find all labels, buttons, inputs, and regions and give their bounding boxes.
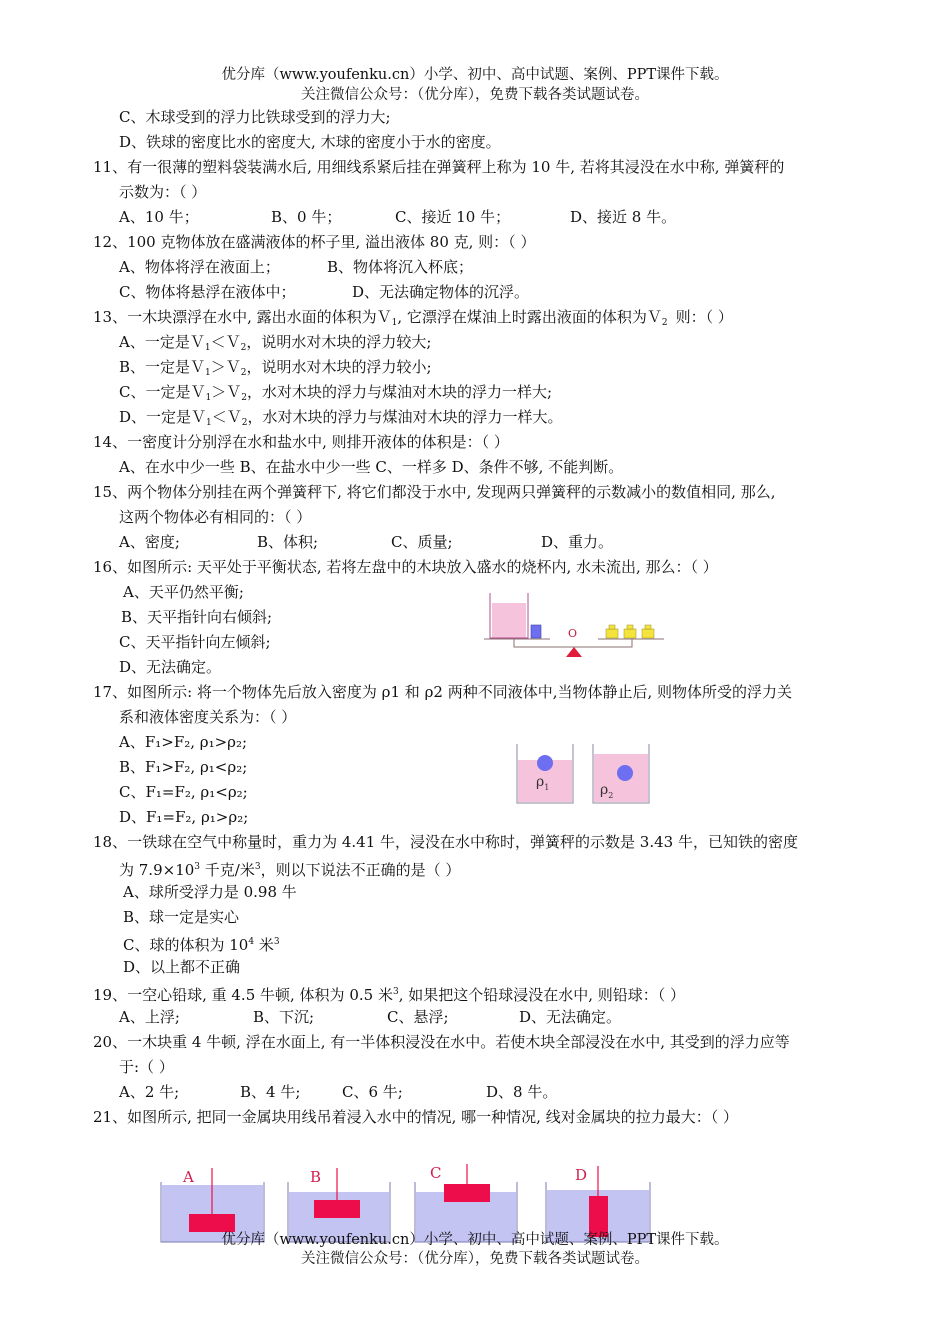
q13-b-sub1: 1 (205, 368, 211, 378)
q11-option-a: A、10 牛； (119, 208, 199, 226)
rho2-label: $\rho_2$ (600, 782, 614, 800)
q15-option-b: B、体积; (257, 533, 319, 551)
beam (514, 639, 632, 647)
q18-c-pre: C、球的体积为 10 (123, 936, 249, 954)
q18-stem2-exp2: 3 (254, 862, 261, 872)
q19-stem-exp: 3 (392, 987, 399, 997)
q13-c-pre: C、一定是Ｖ (119, 383, 206, 401)
q17-option-b: B、F₁>F₂, ρ₁<ρ₂; (119, 758, 248, 776)
q19-option-d: D、无法确定。 (519, 1008, 622, 1026)
q18-option-d: D、以上都不正确 (123, 958, 241, 976)
q13-b-rel: ＞Ｖ (210, 358, 241, 376)
q16-stem: 16、如图所示: 天平处于平衡状态, 若将左盘中的木块放入盛水的烧杯内, 水未流出, 那么：（ ） (93, 558, 718, 576)
q17-stem-cont: 系和液体密度关系为：（ ） (119, 708, 297, 726)
q13-d-sub2: 2 (241, 418, 248, 428)
q16-balance-figure (470, 585, 670, 665)
q19-stem-pre: 19、一空心铅球, 重 4.5 牛顿, 体积为 0.5 米 (93, 986, 393, 1004)
q20-option-d: D、8 牛。 (486, 1083, 558, 1101)
q12-option-b: B、物体将沉入杯底； (327, 258, 474, 276)
q18-c-exp: 4 (248, 937, 255, 947)
q13-c-sub2: 2 (241, 393, 247, 403)
q13-stem-a: 13、一木块漂浮在水中, 露出水面的体积为Ｖ (93, 308, 392, 326)
q16-option-b: B、天平指针向右倾斜; (121, 608, 273, 626)
q15-stem-cont: 这两个物体必有相同的：（ ） (119, 508, 312, 526)
weights (606, 625, 654, 638)
q12-option-d: D、无法确定物体的沉浮。 (352, 283, 530, 301)
q13-d-pre: D、一定是Ｖ (119, 408, 207, 426)
q20-option-c: C、6 牛; (342, 1083, 403, 1101)
q12-options-ab (119, 256, 473, 278)
q11-option-d: D、接近 8 牛。 (570, 208, 677, 226)
q20-stem: 20、一木块重 4 牛顿, 浮在水面上, 有一半体积浸没在水中。若使木块全部浸没在水中, 其受到的浮力应等 (93, 1033, 790, 1051)
q18-option-c (123, 931, 280, 956)
q14-stem: 14、一密度计分别浮在水和盐水中, 则排开液体的体积是：（ ） (93, 433, 509, 451)
container-a-label: A (183, 1168, 194, 1186)
container-b-label: B (310, 1168, 322, 1186)
q13-stem-b: , 它漂浮在煤油上时露出液面的体积为Ｖ (397, 308, 662, 326)
q17-stem: 17、如图所示: 将一个物体先后放入密度为 ρ1 和 ρ2 两种不同液体中,当物体静止后, 则物体所受的浮力关 (93, 683, 793, 701)
q13-b-pre: B、一定是Ｖ (119, 358, 206, 376)
fulcrum (566, 647, 582, 657)
page-header-line2: 关注微信公众号：（优分库），免费下载各类试题试卷。 (301, 87, 649, 103)
q13-b-post: ，说明水对木块的浮力较小; (246, 358, 432, 376)
q16-option-a: A、天平仍然平衡; (123, 583, 244, 601)
q13-a-sub1: 1 (204, 343, 211, 353)
container-c-label: C (430, 1164, 442, 1182)
q12-option-a: A、物体将浮在液面上； (119, 258, 280, 276)
q19-options (119, 1006, 621, 1028)
q16-option-d: D、无法确定。 (119, 658, 222, 676)
q17-option-d: D、F₁=F₂, ρ₁>ρ₂; (119, 808, 249, 826)
q18-stem2-post: ，则以下说法不正确的是（ ） (260, 861, 461, 879)
q13-d-post: ，水对木块的浮力与煤油对木块的浮力一样大。 (247, 408, 563, 426)
beaker-water (492, 603, 526, 638)
q13-option-a (119, 331, 431, 359)
q20-options (119, 1081, 557, 1103)
q13-stem-sub1: 1 (391, 318, 398, 328)
q15-option-a: A、密度; (119, 533, 180, 551)
q15-option-d: D、重力。 (541, 533, 614, 551)
q18-stem: 18、一铁球在空气中称量时，重力为 4.41 牛，浸没在水中称时，弹簧秤的示数是 3.43 牛，已知铁的密度 (93, 833, 798, 851)
q13-option-b (119, 356, 432, 384)
q11-stem-cont: 示数为：（ ） (119, 183, 207, 201)
q13-option-d (119, 406, 563, 434)
q13-c-sub1: 1 (205, 393, 212, 403)
q18-stem2-mid: 千克/米 (200, 861, 255, 879)
q11-option-c: C、接近 10 牛； (395, 208, 511, 226)
q19-option-a: A、上浮; (119, 1008, 180, 1026)
q18-option-a: A、球所受浮力是 0.98 牛 (123, 883, 297, 901)
q20-stem-cont: 于:（ ） (119, 1058, 174, 1076)
page-footer-line1: 优分库（www.youfenku.cn）小学、初中、高中试题、案例、PPT课件下载。 (221, 1232, 729, 1248)
q13-option-c (119, 381, 552, 409)
q15-option-c: C、质量; (391, 533, 453, 551)
q15-options (119, 531, 613, 553)
q13-d-sub1: 1 (206, 418, 212, 428)
q21-stem: 21、如图所示, 把同一金属块用线吊着浸入水中的情况, 哪一种情况, 线对金属块的拉力最大：（ ） (93, 1108, 738, 1126)
page-footer-line2: 关注微信公众号：（优分库），免费下载各类试题试卷。 (301, 1251, 649, 1267)
q12-option-c: C、物体将悬浮在液体中； (119, 283, 296, 301)
q13-stem-c: 则：（ ） (675, 308, 733, 326)
q13-stem (93, 306, 733, 334)
rho1-label: $\rho_1$ (536, 774, 550, 792)
q19-stem-post: , 如果把这个铅球浸没在水中, 则铅球：（ ） (398, 986, 686, 1004)
q10-option-c: C、木球受到的浮力比铁球受到的浮力大; (119, 108, 391, 126)
q19-stem (93, 981, 685, 1006)
q18-stem2-exp: 3 (194, 862, 201, 872)
ball1 (537, 755, 553, 771)
q13-c-post: ，水对木块的浮力与煤油对木块的浮力一样大; (246, 383, 553, 401)
q19-option-b: B、下沉; (253, 1008, 315, 1026)
q11-option-b: B、0 牛； (271, 208, 342, 226)
q15-stem: 15、两个物体分别挂在两个弹簧秤下, 将它们都没于水中, 发现两只弹簧秤的示数减小的数值相同, 那么, (93, 483, 776, 501)
q18-stem-cont (119, 856, 460, 881)
q17-option-c: C、F₁=F₂, ρ₁<ρ₂; (119, 783, 248, 801)
q10-option-d: D、铁球的密度比水的密度大, 木球的密度小于水的密度。 (119, 133, 501, 151)
container-d-label: D (575, 1166, 588, 1184)
ball2 (617, 765, 633, 781)
q13-a-pre: A、一定是Ｖ (119, 333, 205, 351)
q12-options-cd (119, 281, 529, 303)
q20-option-b: B、4 牛; (240, 1083, 301, 1101)
q13-a-sub2: 2 (240, 343, 247, 353)
q13-d-rel: ＜Ｖ (211, 408, 242, 426)
q18-c-exp2: 3 (273, 937, 280, 947)
page-header-line1: 优分库（www.youfenku.cn）小学、初中、高中试题、案例、PPT课件下载。 (221, 67, 729, 83)
q11-stem: 11、有一很薄的塑料袋装满水后, 用细线系紧后挂在弹簧秤上称为 10 牛, 若将其浸没在水中称, 弹簧秤的 (93, 158, 785, 176)
pivot-label: O (568, 627, 578, 640)
q13-stem-sub2: 2 (661, 318, 668, 328)
q13-a-rel: ＜Ｖ (210, 333, 241, 351)
q13-a-post: ，说明水对木块的浮力较大; (246, 333, 432, 351)
q18-option-b: B、球一定是实心 (123, 908, 240, 926)
q20-option-a: A、2 牛; (119, 1083, 180, 1101)
q18-c-mid: 米 (254, 936, 274, 954)
q18-stem2-pre: 为 7.9×10 (119, 861, 195, 879)
wood-block (531, 625, 541, 638)
q17-option-a: A、F₁>F₂, ρ₁>ρ₂; (119, 733, 248, 751)
q16-option-c: C、天平指针向左倾斜; (119, 633, 271, 651)
q17-beakers-figure (512, 740, 662, 810)
q14-options: A、在水中少一些 B、在盐水中少一些 C、一样多 D、条件不够, 不能判断。 (119, 458, 624, 476)
q19-option-c: C、悬浮; (387, 1008, 449, 1026)
q11-options (119, 206, 676, 228)
q12-stem: 12、100 克物体放在盛满液体的杯子里, 溢出液体 80 克, 则：（ ） (93, 233, 536, 251)
q13-b-sub2: 2 (240, 368, 247, 378)
q13-c-rel: ＞Ｖ (211, 383, 242, 401)
